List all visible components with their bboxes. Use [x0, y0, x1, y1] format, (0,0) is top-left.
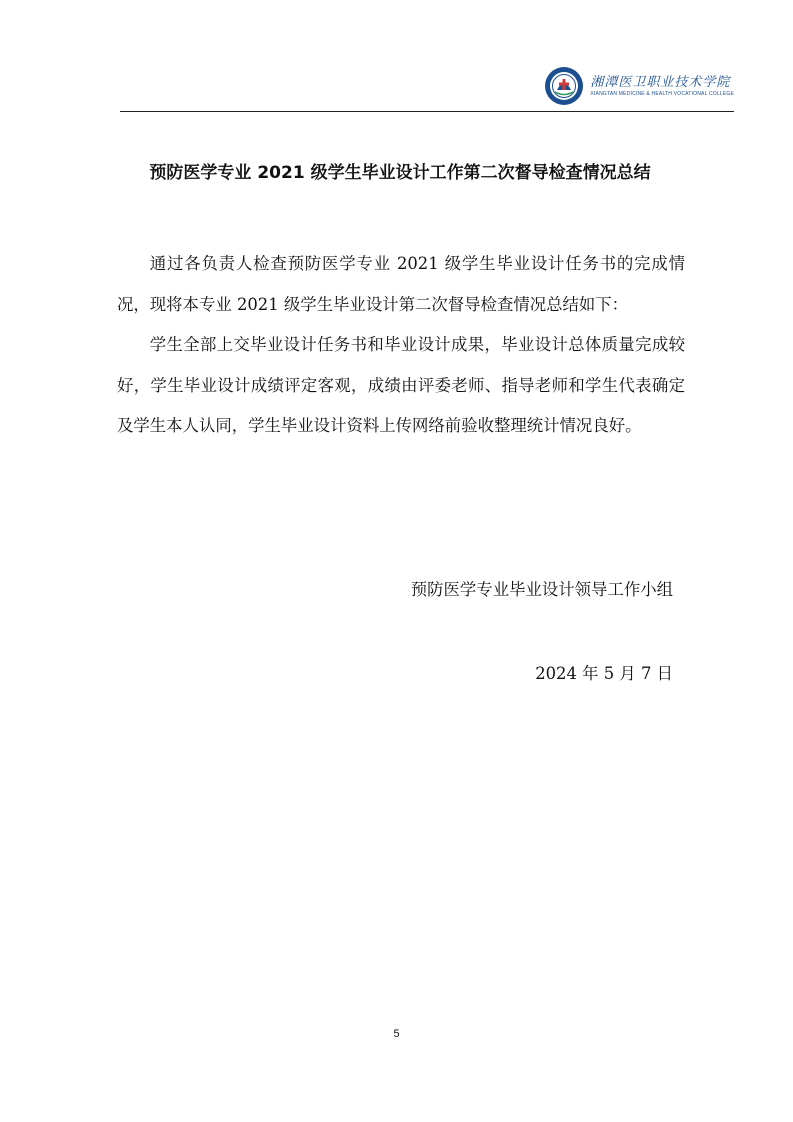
document-body: [117, 244, 685, 447]
page-header: [120, 62, 734, 112]
logo-english-name: XIANGTAN MEDICINE & HEALTH VOCATIONAL COLLEGE: [590, 90, 734, 97]
signature-date: 2024 年 5 月 7 日: [535, 664, 673, 683]
header-divider: [120, 111, 734, 112]
signature: 预防医学专业毕业设计领导工作小组: [410, 580, 673, 599]
document-title: 预防医学专业 2021 级学生毕业设计工作第二次督导检查情况总结: [149, 163, 651, 183]
body-paragraph: 通过各负责人检查预防医学专业 2021 级学生毕业设计任务书的完成情况，现将本专业 2021 级学生毕业设计第二次督导检查情况总结如下：: [117, 254, 685, 314]
college-logo: [544, 64, 734, 108]
page-number: 5: [393, 1028, 400, 1040]
college-seal-icon: [544, 66, 584, 106]
body-paragraph: 学生全部上交毕业设计任务书和毕业设计成果，毕业设计总体质量完成较好，学生毕业设计成绩评定客观，成绩由评委老师、指导老师和学生代表确定及学生本人认同，学生毕业设计资料上传网络前验收整理统计情况良好。: [117, 335, 685, 435]
logo-chinese-name: 湘潭医卫职业技术学院: [590, 74, 731, 90]
